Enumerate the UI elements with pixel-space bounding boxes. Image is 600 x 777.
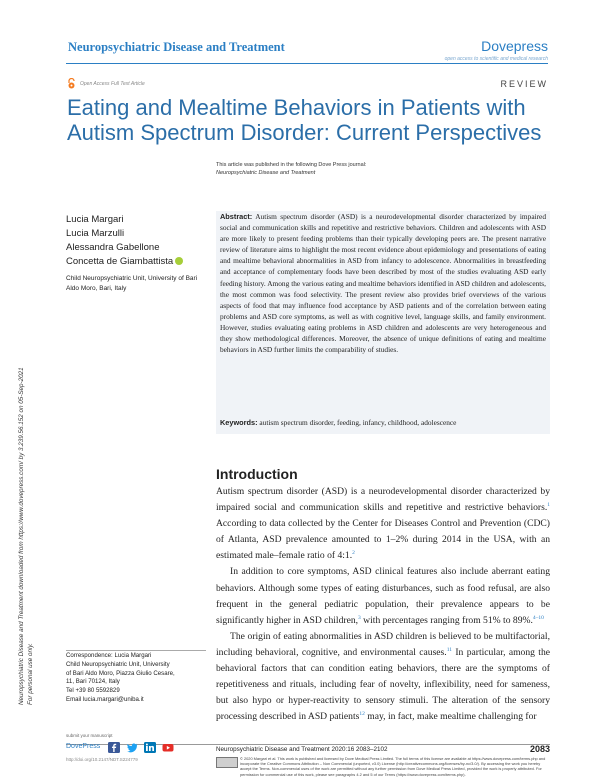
orcid-icon[interactable] bbox=[175, 257, 183, 265]
correspondence-label: Correspondence: Lucia Margari bbox=[66, 652, 152, 659]
body-text bbox=[216, 484, 550, 725]
paragraph-text: The origin of eating abnormalities in ASD children is believed to be multifactorial, including behavioral, cognitive, and environmental causes. bbox=[216, 630, 550, 658]
keywords-text: autism spectrum disorder, feeding, infancy, childhood, adolescence bbox=[259, 418, 457, 427]
publication-note-journal: Neuropsychiatric Disease and Treatment bbox=[216, 170, 316, 176]
paragraph-text: In addition to core symptoms, ASD clinical features also include aberrant eating behaviors. Although some types of eating disturbances, such as food refusal, are also frequent in the general pediatric population, their prevalence appears to be significantly higher in ASD children, bbox=[216, 566, 550, 626]
article-title: Eating and Mealtime Behaviors in Patients with Autism Spectrum Disorder: Current Perspectives bbox=[67, 95, 542, 145]
divider bbox=[66, 650, 206, 651]
correspondence-line: Child Neuropsychiatric Unit, University bbox=[66, 660, 170, 668]
section-heading: Introduction bbox=[216, 466, 298, 482]
publisher-logo[interactable]: Dovepress bbox=[481, 38, 548, 54]
open-access-icon bbox=[67, 78, 76, 89]
facebook-icon[interactable] bbox=[108, 742, 120, 753]
submit-manuscript-link[interactable]: submit your manuscript bbox=[66, 733, 113, 738]
watermark-line: For personal use only. bbox=[26, 643, 34, 705]
abstract-box bbox=[216, 211, 550, 434]
citation-link[interactable]: 4–10 bbox=[532, 614, 544, 621]
correspondence-line: of Bari Aldo Moro, Piazza Giulio Cesare, bbox=[66, 669, 175, 677]
journal-name: Neuropsychiatric Disease and Treatment bbox=[68, 40, 285, 54]
author-name: Lucia Marzulli bbox=[66, 228, 125, 239]
author-name: Alessandra Gabellone bbox=[66, 242, 160, 253]
affiliation: Child Neuropsychiatric Unit, University of Bari Aldo Moro, Bari, Italy bbox=[66, 275, 198, 292]
twitter-icon[interactable] bbox=[126, 742, 138, 753]
paragraph-text: with percentages ranging from 51% to 89%. bbox=[360, 614, 533, 626]
license-text: © 2020 Margari et al. This work is published and licensed by Dove Medical Press Limited. The full terms of this license are available at https://www.dovepress.com/terms.php and incorporate the Creative Commons Attribution – Non Commercial (unported, v3.0) License (http://creativecommons.org/licenses/by-nc/3.0/). By accessing the work you hereby accept the Terms. Non-commercial uses of the work are permitted without any further permission from Dove Medical Press Limited, provided the work is properly attributed. For permission for commercial use of this work, please see paragraphs 4.2 and 5 of our Terms (https://www.dovepress.com/terms.php). bbox=[240, 756, 546, 777]
youtube-icon[interactable] bbox=[162, 742, 174, 753]
page-number: 2083 bbox=[529, 744, 550, 754]
open-access-label: Open Access Full Text Article bbox=[80, 81, 145, 87]
footer-publisher[interactable]: DovePress bbox=[66, 743, 101, 750]
social-links bbox=[108, 742, 174, 753]
citation-link[interactable]: 3 bbox=[358, 614, 361, 621]
publication-note bbox=[216, 161, 366, 177]
publication-note-line1: This article was published in the following Dove Press journal: bbox=[216, 162, 367, 168]
doi-link[interactable]: http://doi.org/10.2147/NDT.S224779 bbox=[66, 757, 138, 762]
paragraph-text: Autism spectrum disorder (ASD) is a neurodevelopmental disorder characterized by impaired social and communication skills and repetitive and restrictive behaviors. bbox=[216, 486, 550, 514]
watermark-line: Neuropsychiatric Disease and Treatment downloaded from https://www.dovepress.com/ by 3.239.56.152 on 05-Sep-2021 bbox=[18, 367, 25, 705]
footer-citation: Neuropsychiatric Disease and Treatment 2020:16 2083–2102 bbox=[216, 746, 388, 753]
correspondence-email[interactable]: Email lucia.margari@uniba.it bbox=[66, 695, 144, 703]
abstract-label: Abstract: bbox=[220, 212, 253, 221]
article-type: REVIEW bbox=[500, 79, 548, 89]
publisher-tagline: open access to scientific and medical research bbox=[444, 56, 548, 62]
linkedin-icon[interactable] bbox=[144, 742, 156, 753]
citation-link[interactable]: 12 bbox=[359, 711, 365, 718]
correspondence-line: 11, Bari 70124, Italy bbox=[66, 678, 120, 686]
author-name: Lucia Margari bbox=[66, 214, 124, 225]
paragraph-text: In particular, among the behavioral factors that can condition eating behaviors, there are the symptoms of repetitiveness and rituals, including fear of novelty, inflexibility, need for sameness, but also hypo or hyper-reactivity to sensory stimuli. The alteration of the sensory processing described in ASD patients bbox=[216, 646, 551, 723]
paragraph-text: may, in fact, make mealtime challenging for bbox=[364, 711, 537, 723]
keywords-label: Keywords: bbox=[220, 418, 258, 427]
abstract-text: Autism spectrum disorder (ASD) is a neurodevelopmental disorder characterized by impaired social and communication skills and repetitive and restrictive behaviors. Children and adolescents with ASD are more likely to present feeding problems than their typically developing peers are. The present narrative review of literature aims to highlight the most recent evidence about epidemiology and presentations of eating and mealtime behavioral abnormalities in ASD from infancy to adolescence. Abnormalities in breastfeeding and acceptance of complementary foods have been described by most of the studies evaluating ASD early feeding history. Among the various eating and mealtime behaviors identified in ASD children and adolescents, the most common was food selectivity. The present review also provides brief overviews of the various aspects of food that may influence food acceptance by ASD patients and of the correlation between eating problems and ASD core symptoms, as well as with cognitive level, language skills, and family environment. However, studies evaluating eating problems in ASD children and adolescents are very heterogeneous and they show methodological differences. Moreover, the absence of unique definitions of eating and mealtime behaviors in ASD further limits the comparability of studies. bbox=[220, 212, 546, 355]
cc-license-badge[interactable] bbox=[216, 757, 238, 768]
download-watermark bbox=[16, 145, 36, 705]
author-name: Concetta de Giambattista bbox=[66, 256, 174, 267]
correspondence-line: Tel +39 80 5592829 bbox=[66, 687, 120, 695]
citation-link[interactable]: 11 bbox=[446, 646, 452, 653]
correspondence bbox=[66, 652, 206, 705]
header-rule bbox=[66, 63, 548, 64]
citation-link[interactable]: 2 bbox=[352, 550, 355, 557]
author-list bbox=[66, 213, 183, 269]
paragraph-text: According to data collected by the Center for Diseases Control and Prevention (CDC) of Atlanta, ASD prevalence amounted to 1–2% during 2014 in the USA, with an estimated male–female ratio of 4:1. bbox=[216, 518, 550, 562]
citation-link[interactable]: 1 bbox=[547, 501, 550, 508]
